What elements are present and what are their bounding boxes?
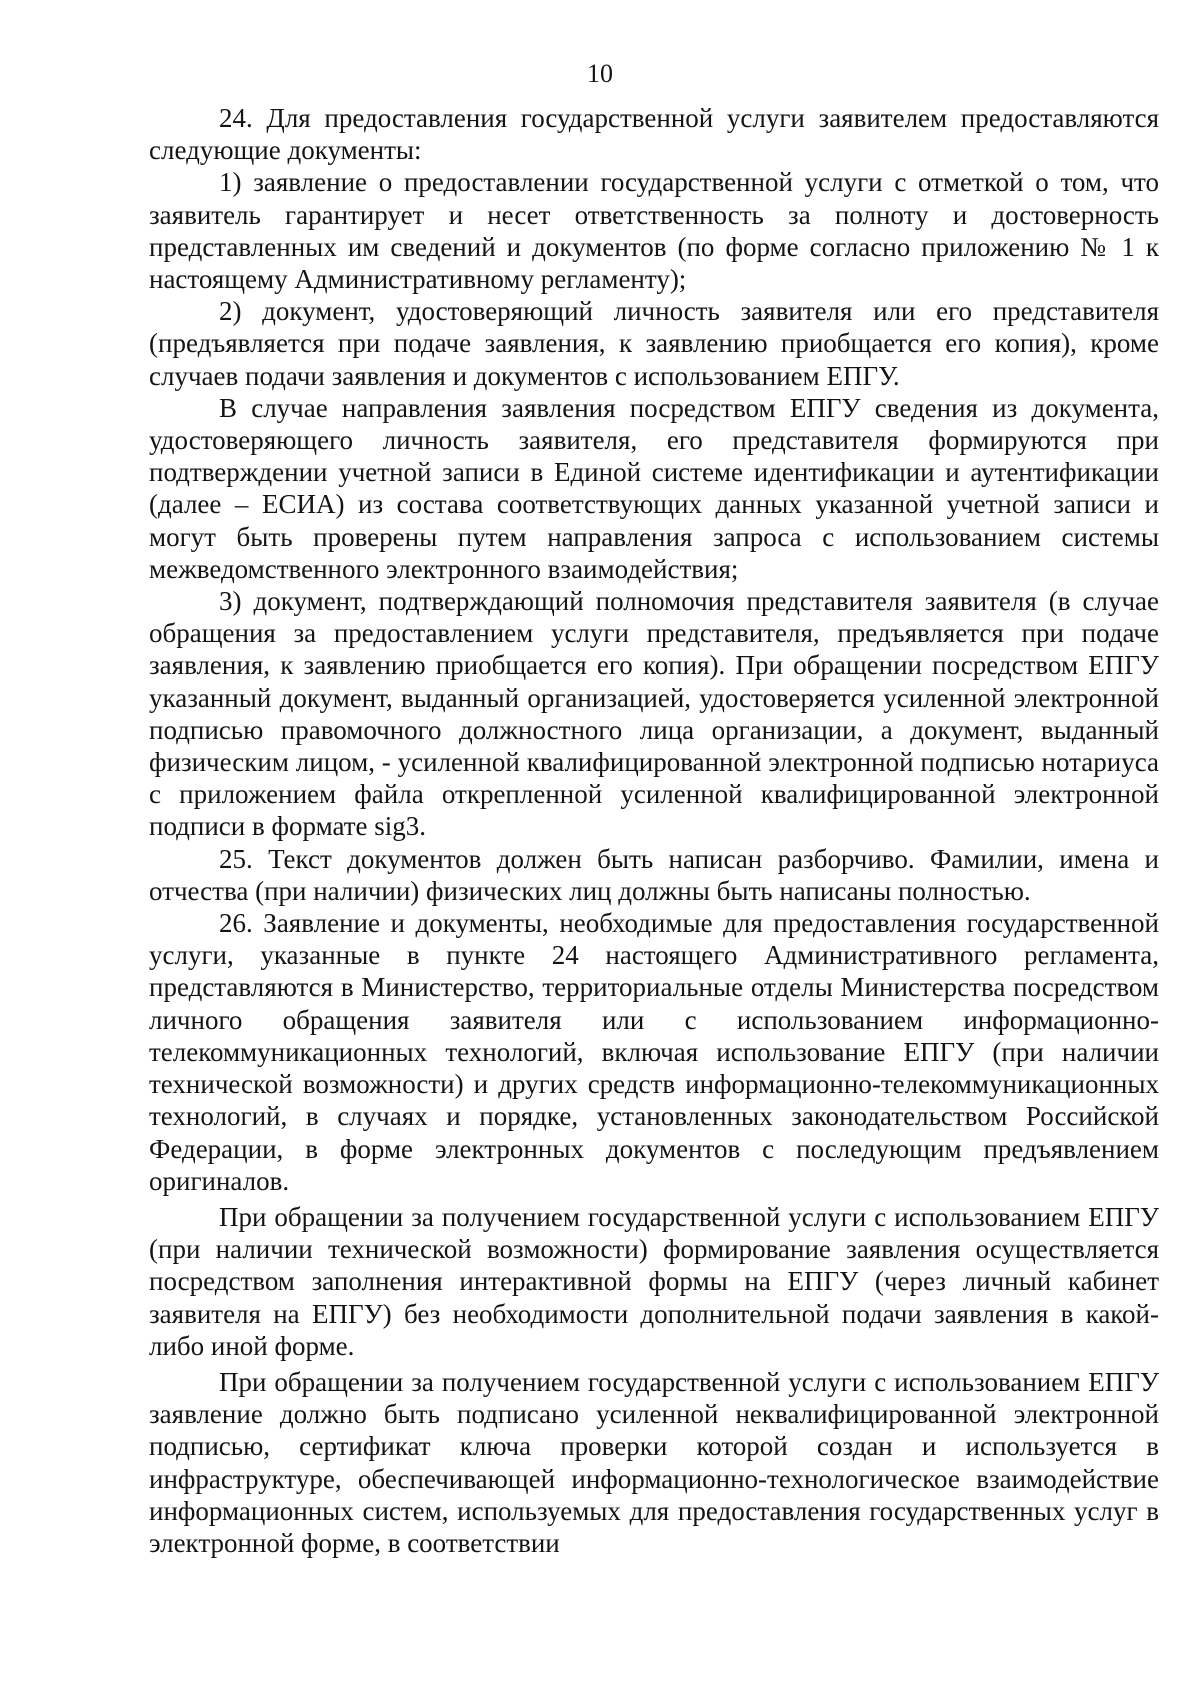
paragraph-24-item-1: 1) заявление о предоставлении государственной услуги с отметкой о том, что заявитель гарантирует и несет ответственность за полноту и достоверность представленных им сведений и документов (по форме согласно приложению № 1 к настоящему Административному регламенту); [149,167,1159,295]
paragraph-epgu-signature: При обращении за получением государственной услуги с использованием ЕПГУ заявление должно быть подписано усиленной неквалифицированной электронной подписью, сертификат ключа проверки которой создан и используется в инфраструктуре, обеспечивающей информационно-технологическое взаимодействие информационных систем, используемых для предоставления государственных услуг в электронной форме, в соответствии [149,1366,1159,1558]
document-body [149,102,1159,1559]
paragraph-24: 24. Для предоставления государственной услуги заявителем предоставляются следующие документы: [149,103,1159,166]
paragraph-24-item-2: 2) документ, удостоверяющий личность заявителя или его представителя (предъявляется при подаче заявления, к заявлению приобщается его копия), кроме случаев подачи заявления и документов с использованием ЕПГУ. [149,296,1159,391]
paragraph-26: 26. Заявление и документы, необходимые для предоставления государственной услуги, указанные в пункте 24 настоящего Административного регламента, представляются в Министерство, территориальные отделы Министерства посредством личного обращения заявителя или с использованием информационно-телекоммуникационных технологий, включая использование ЕПГУ (при наличии технической возможности) и других средств информационно-телекоммуникационных технологий, в случаях и порядке, установленных законодательством Российской Федерации, в форме электронных документов с последующим предъявлением оригиналов. [149,908,1159,1196]
paragraph-esia-note: В случае направления заявления посредством ЕПГУ сведения из документа, удостоверяющего личность заявителя, его представителя формируются при подтверждении учетной записи в Единой системе идентификации и аутентификации (далее – ЕСИА) из состава соответствующих данных указанной учетной записи и могут быть проверены путем направления запроса с использованием системы межведомственного электронного взаимодействия; [149,392,1159,584]
page-number: 10 [587,59,613,88]
paragraph-epgu-form: При обращении за получением государственной услуги с использованием ЕПГУ (при наличии технической возможности) формирование заявления осуществляется посредством заполнения интерактивной формы на ЕПГУ (через личный кабинет заявителя на ЕПГУ) без необходимости дополнительной подачи заявления в какой-либо иной форме. [149,1201,1159,1361]
paragraph-25: 25. Текст документов должен быть написан разборчиво. Фамилии, имена и отчества (при наличии) физических лиц должны быть написаны полностью. [149,843,1159,906]
paragraph-24-item-3: 3) документ, подтверждающий полномочия представителя заявителя (в случае обращения за предоставлением услуги представителя, предъявляется при подаче заявления, к заявлению приобщается его копия). При обращении посредством ЕПГУ указанный документ, выданный организацией, удостоверяется усиленной электронной подписью правомочного должностного лица организации, а документ, выданный физическим лицом, - усиленной квалифицированной электронной подписью нотариуса с приложением файла открепленной усиленной квалифицированной электронной подписи в формате sig3. [149,586,1159,842]
